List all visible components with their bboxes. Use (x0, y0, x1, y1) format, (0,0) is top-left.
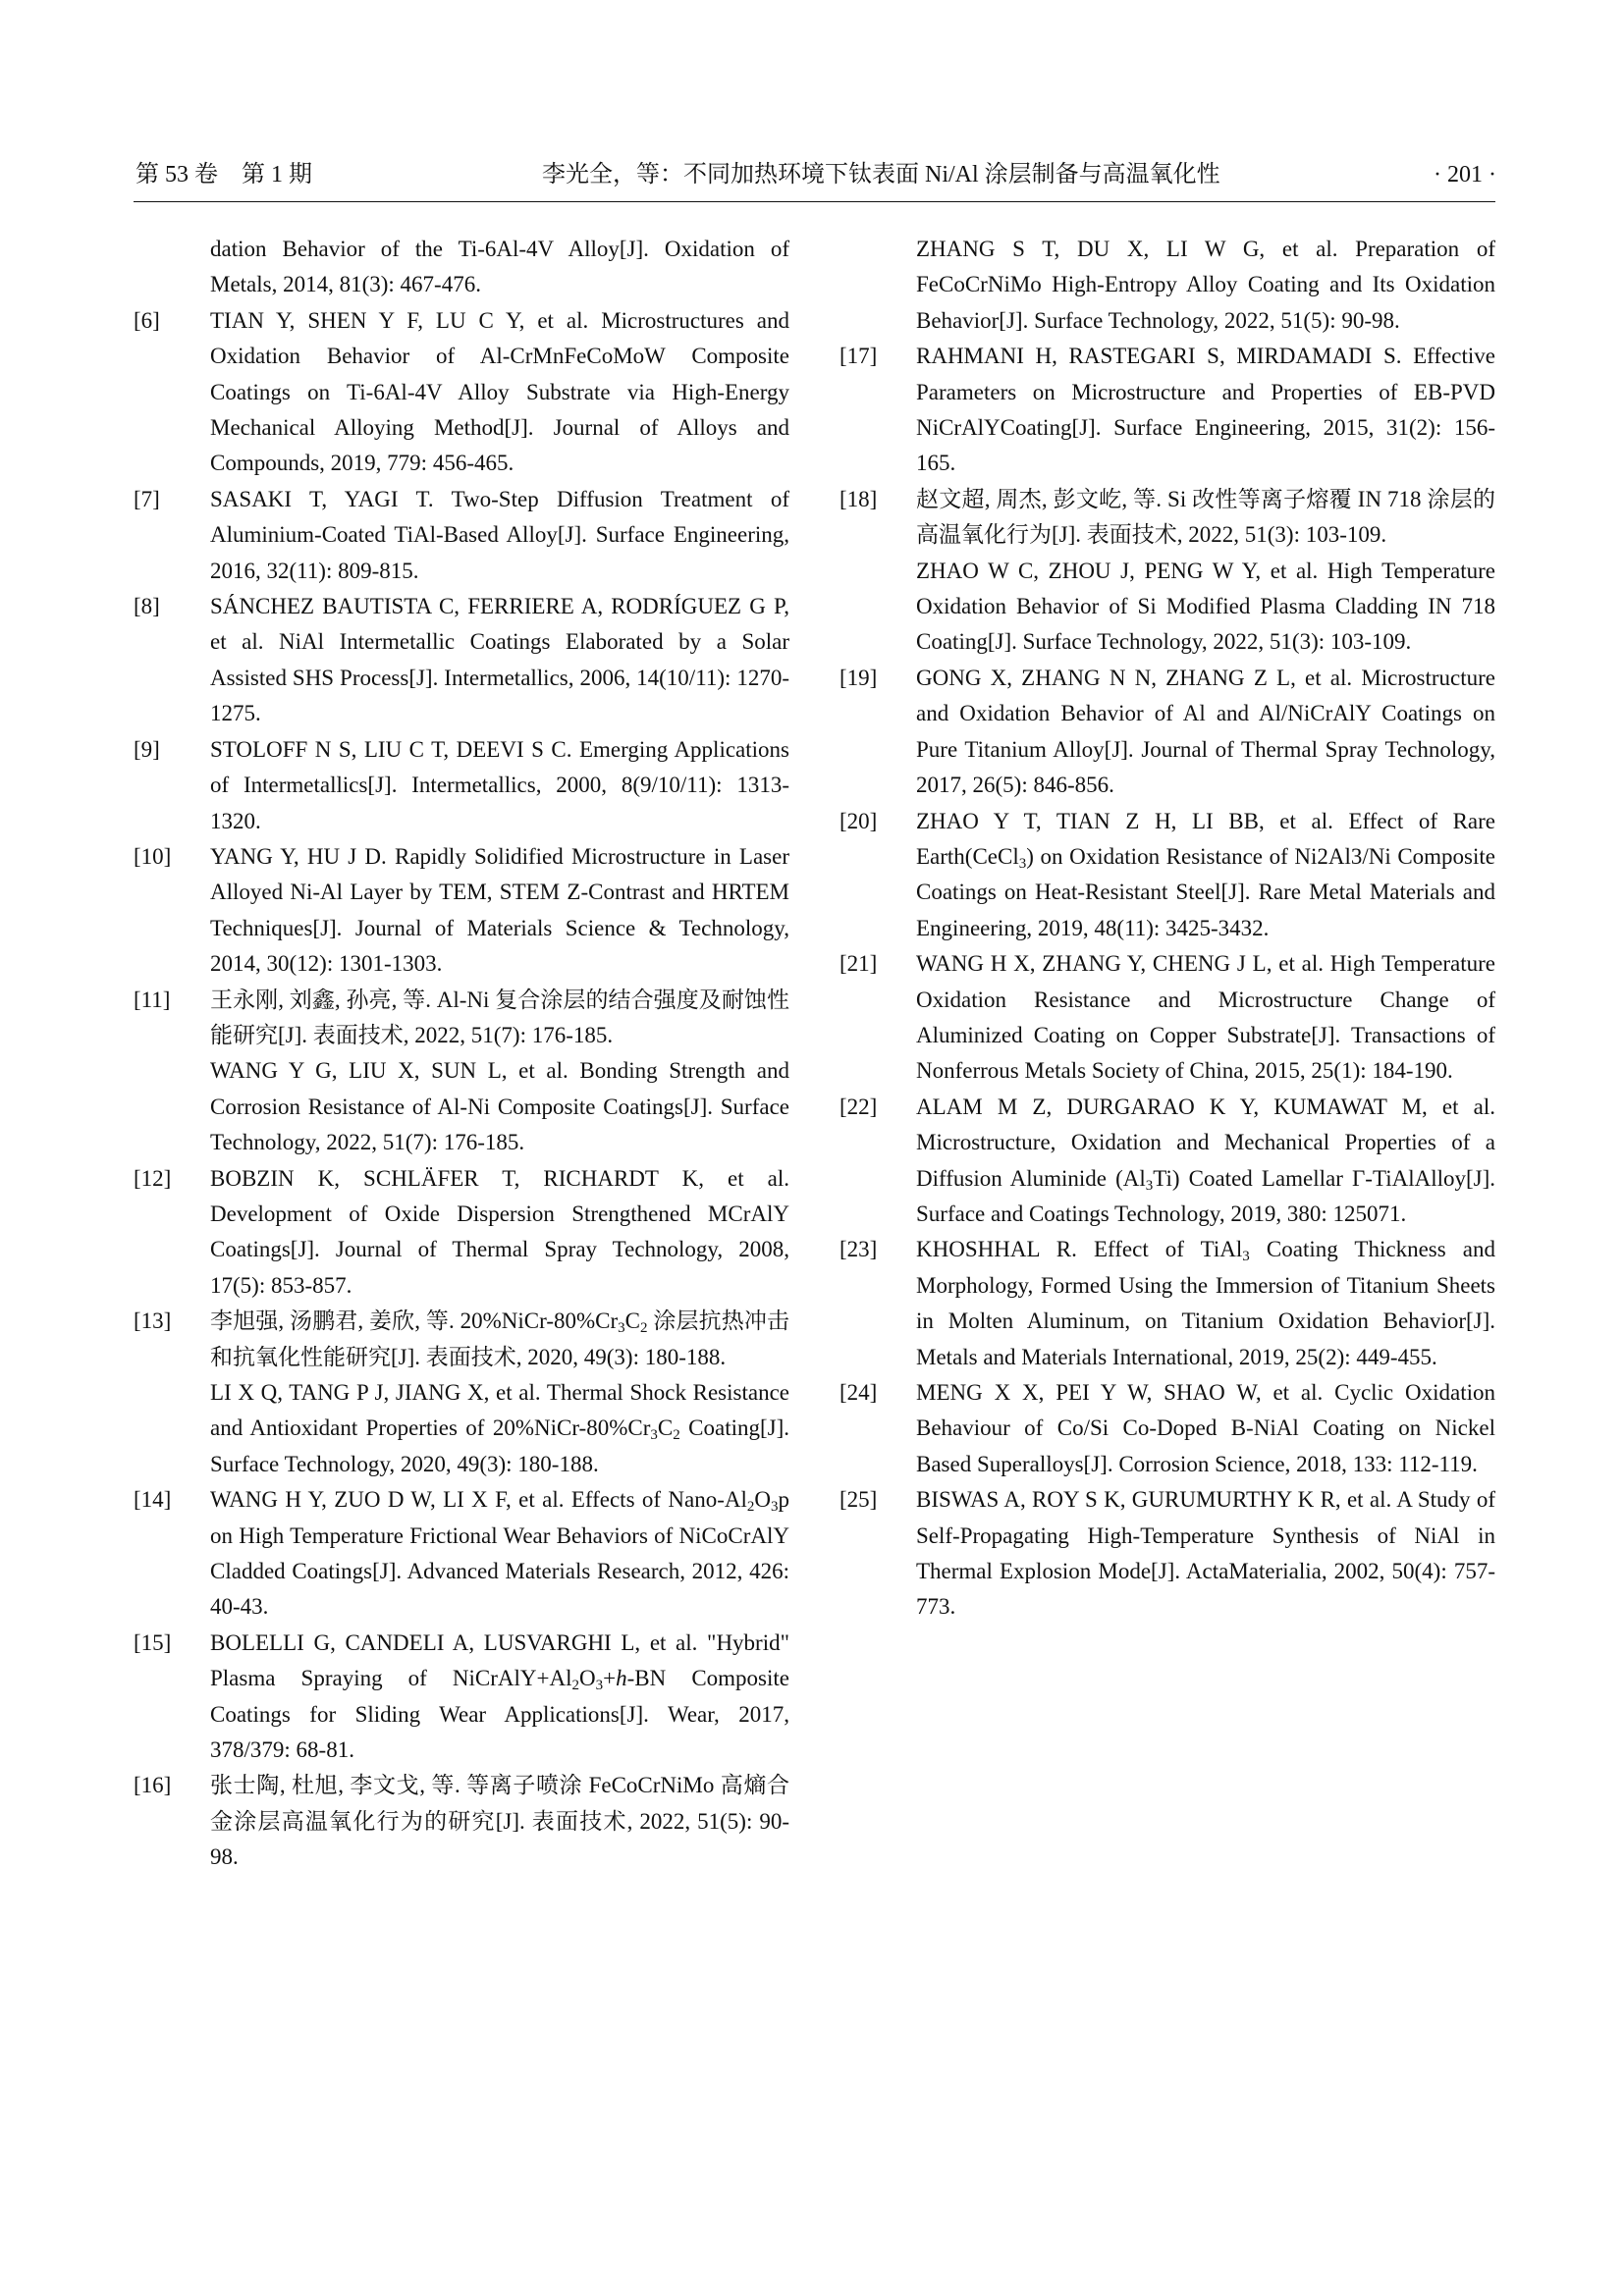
text-run: WANG H Y, ZUO D W, LI X F, et al. Effects of Nano-Al (210, 1487, 747, 1513)
reference-number: [10] (134, 843, 172, 869)
reference-text (210, 1626, 789, 1769)
subscript: 3 (595, 1678, 604, 1694)
reference-text-chinese: 王永刚, 刘鑫, 孙亮, 等. Al-Ni 复合涂层的结合强度及耐蚀性能研究[J]. 表面技术, 2022, 51(7): 176-185. (210, 987, 789, 1047)
reference-text (210, 1482, 789, 1626)
text-run: KHOSHHAL R. Effect of TiAl (916, 1237, 1243, 1262)
reference-7 (134, 482, 789, 589)
text-run: O (579, 1666, 596, 1691)
text-run: p on High Temperature Frictional Wear Behaviors of NiCoCrAlY Cladded Coatings[J]. Advanced Materials Research, 2012, 426: 40-43. (210, 1487, 789, 1620)
subscript: 3 (650, 1427, 658, 1444)
reference-20 (839, 804, 1495, 947)
reference-number: [22] (839, 1094, 878, 1119)
reference-24 (839, 1375, 1495, 1482)
text-run: BOLELLI G, CANDELI A, LUSVARGHI L, et al. "Hybrid" Plasma Spraying of NiCrAlY+Al (210, 1629, 789, 1691)
subscript: 2 (640, 1320, 648, 1337)
reference-number: [7] (134, 486, 160, 511)
issue-label: 第 53 卷 第 1 期 (135, 162, 312, 187)
reference-number: [11] (134, 987, 171, 1012)
reference-16-english-continuation: ZHANG S T, DU X, LI W G, et al. Preparation of FeCoCrNiMo High-Entropy Alloy Coating and Its Oxidation Behavior[J]. Surface Technology, 2022, 51(5): 90-98. (916, 237, 1495, 333)
reference-number: [13] (134, 1308, 172, 1334)
reference-text: GONG X, ZHANG N N, ZHANG Z L, et al. Microstructure and Oxidation Behavior of Al and Al/NiCrAlY Coatings on Pure Titanium Alloy[J]. Journal of Thermal Spray Technology, 2017, 26(5): 846-856. (916, 665, 1495, 798)
reference-number: [21] (839, 951, 878, 977)
reference-text: RAHMANI H, RASTEGARI S, MIRDAMADI S. Effective Parameters on Microstructure and Properties of EB-PVD NiCrAlYCoating[J]. Surface Engineering, 2015, 31(2): 156-165. (916, 344, 1495, 476)
reference-number: [15] (134, 1629, 172, 1655)
text-run: ALAM M Z, DURGARAO K Y, KUMAWAT M, et al. Microstructure, Oxidation and Mechanical Properties of a Diffusion Aluminide (Al (916, 1094, 1495, 1191)
reference-25 (839, 1482, 1495, 1626)
reference-16 (134, 1768, 789, 1875)
reference-text-english: ZHAO W C, ZHOU J, PENG W Y, et al. High Temperature Oxidation Behavior of Si Modified Plasma Cladding IN 718 Coating[J]. Surface Technology, 2022, 51(3): 103-109. (916, 558, 1495, 655)
text-run: -BN Composite Coatings for Sliding Wear Applications[J]. Wear, 2017, 378/379: 68-81. (210, 1666, 789, 1763)
reference-text (916, 1232, 1495, 1375)
reference-number: [12] (134, 1165, 172, 1191)
reference-6 (134, 303, 789, 482)
subscript: 3 (1242, 1249, 1250, 1265)
text-run: Coating Thickness and Morphology, Formed Using the Immersion of Titanium Sheets in Molten Aluminum, on Titanium Oxidation Behavior[J]. Metals and Materials International, 2019, 25(2): 449-455. (916, 1237, 1495, 1369)
reference-number: [18] (839, 486, 878, 511)
subscript: 3 (618, 1320, 625, 1337)
reference-10 (134, 839, 789, 983)
text-run: ) on Oxidation Resistance of Ni2Al3/Ni Composite Coatings on Heat-Resistant Steel[J]. Rare Metal Materials and Engineering, 2019, 48(11): 3425-3432. (916, 843, 1495, 940)
reference-19 (839, 661, 1495, 804)
reference-13 (134, 1304, 789, 1482)
reference-number: [16] (134, 1773, 172, 1798)
reference-number: [23] (839, 1237, 878, 1262)
reference-number: [20] (839, 808, 878, 833)
reference-12 (134, 1161, 789, 1305)
references-right-column (839, 232, 1495, 1626)
text-run: Coating[J]. Surface Technology, 2020, 49(3): 180-188. (210, 1415, 789, 1476)
reference-number: [25] (839, 1487, 878, 1513)
reference-14 (134, 1482, 789, 1626)
italic-text: h (616, 1666, 627, 1691)
subscript: 3 (1018, 855, 1027, 872)
reference-text: SÁNCHEZ BAUTISTA C, FERRIERE A, RODRÍGUEZ G P, et al. NiAl Intermetallic Coatings Elaborated by a Solar Assisted SHS Process[J]. Intermetallics, 2006, 14(10/11): 1270-1275. (210, 594, 789, 726)
reference-8 (134, 589, 789, 732)
reference-23 (839, 1232, 1495, 1375)
reference-11 (134, 983, 789, 1161)
reference-number: [14] (134, 1487, 172, 1513)
reference-number: [17] (839, 344, 878, 369)
reference-text-chinese: 张士陶, 杜旭, 李文戈, 等. 等离子喷涂 FeCoCrNiMo 高熵合金涂层高温氧化行为的研究[J]. 表面技术, 2022, 51(5): 90-98. (210, 1773, 789, 1870)
reference-number: [24] (839, 1380, 878, 1405)
reference-number: [6] (134, 307, 160, 333)
reference-17 (839, 339, 1495, 482)
running-title: 李光全，等：不同加热环境下钛表面 Ni/Al 涂层制备与高温氧化性 (542, 162, 1220, 187)
reference-15 (134, 1626, 789, 1769)
reference-9 (134, 732, 789, 839)
reference-text-chinese: 赵文超, 周杰, 彭文屹, 等. Si 改性等离子熔覆 IN 718 涂层的高温氧化行为[J]. 表面技术, 2022, 51(3): 103-109. (916, 486, 1495, 548)
subscript: 3 (1145, 1177, 1154, 1194)
reference-text: BISWAS A, ROY S K, GURUMURTHY K R, et al. A Study of Self-Propagating High-Temperature Synthesis of NiAl in Thermal Explosion Mode[J]. ActaMaterialia, 2002, 50(4): 757-773. (916, 1487, 1495, 1620)
reference-22 (839, 1090, 1495, 1233)
reference-text-chinese (210, 1304, 789, 1375)
header-rule (134, 201, 1495, 202)
subscript: 2 (673, 1427, 680, 1444)
text-run: 李旭强, 汤鹏君, 姜欣, 等. 20%NiCr-80%Cr (210, 1308, 619, 1334)
text-run: Ti) Coated Lamellar Γ-TiAlAlloy[J]. Surface and Coatings Technology, 2019, 380: 125071. (916, 1165, 1495, 1226)
text-run: O (754, 1487, 771, 1513)
reference-text: BOBZIN K, SCHLÄFER T, RICHARDT K, et al. Development of Oxide Dispersion Strengthened MCrAlY Coatings[J]. Journal of Thermal Spray Technology, 2008, 17(5): 853-857. (210, 1165, 789, 1298)
reference-text-english (210, 1375, 789, 1482)
reference-text: STOLOFF N S, LIU C T, DEEVI S C. Emerging Applications of Intermetallics[J]. Intermetallics, 2000, 8(9/10/11): 1313-1320. (210, 736, 789, 833)
reference-text: YANG Y, HU J D. Rapidly Solidified Microstructure in Laser Alloyed Ni-Al Layer by TEM, STEM Z-Contrast and HRTEM Techniques[J]. Journal of Materials Science & Technology, 2014, 30(12): 1301-1303. (210, 843, 789, 977)
page-number: · 201 · (1434, 162, 1496, 187)
subscript: 2 (571, 1678, 580, 1694)
subscript: 2 (746, 1499, 755, 1516)
reference-text (916, 804, 1495, 947)
subscript: 3 (771, 1499, 779, 1516)
reference-text: SASAKI T, YAGI T. Two-Step Diffusion Treatment of Aluminium-Coated TiAl-Based Alloy[J]. Surface Engineering, 2016, 32(11): 809-815. (210, 486, 789, 583)
reference-number: [8] (134, 594, 160, 619)
text-run: C (624, 1308, 640, 1334)
text-run: + (603, 1666, 617, 1691)
reference-number: [19] (839, 665, 878, 690)
reference-text (916, 1090, 1495, 1233)
reference-number: [9] (134, 736, 160, 762)
reference-18 (839, 482, 1495, 661)
text-run: 涂层抗热冲击和抗氧化性能研究[J]. 表面技术, 2020, 49(3): 180-188. (210, 1308, 789, 1369)
reference-text-english: WANG Y G, LIU X, SUN L, et al. Bonding Strength and Corrosion Resistance of Al-Ni Composite Coatings[J]. Surface Technology, 2022, 51(7): 176-185. (210, 1058, 789, 1155)
reference-text: MENG X X, PEI Y W, SHAO W, et al. Cyclic Oxidation Behaviour of Co/Si Co-Doped B-NiAl Coating on Nickel Based Superalloys[J]. Corrosion Science, 2018, 133: 112-119. (916, 1380, 1495, 1476)
text-run: C (657, 1415, 674, 1441)
reference-continuation: dation Behavior of the Ti-6Al-4V Alloy[J]. Oxidation of Metals, 2014, 81(3): 467-476. (210, 237, 789, 297)
reference-text: WANG H X, ZHANG Y, CHENG J L, et al. High Temperature Oxidation Resistance and Microstructure Change of Aluminized Coating on Copper Substrate[J]. Transactions of Nonferrous Metals Society of China, 2015, 25(1): 184-190. (916, 951, 1495, 1084)
reference-text: TIAN Y, SHEN Y F, LU C Y, et al. Microstructures and Oxidation Behavior of Al-CrMnFeCoMoW Composite Coatings on Ti-6Al-4V Alloy Substrate via High-Energy Mechanical Alloying Method[J]. Journal of Alloys and Compounds, 2019, 779: 456-465. (210, 307, 789, 476)
reference-21 (839, 946, 1495, 1090)
text-run: LI X Q, TANG P J, JIANG X, et al. Thermal Shock Resistance and Antioxidant Properties of 20%NiCr-80%Cr (210, 1380, 789, 1441)
references-left-column (134, 232, 789, 1876)
text-run: ZHAO Y T, TIAN Z H, LI BB, et al. Effect of Rare Earth(CeCl (916, 808, 1495, 869)
